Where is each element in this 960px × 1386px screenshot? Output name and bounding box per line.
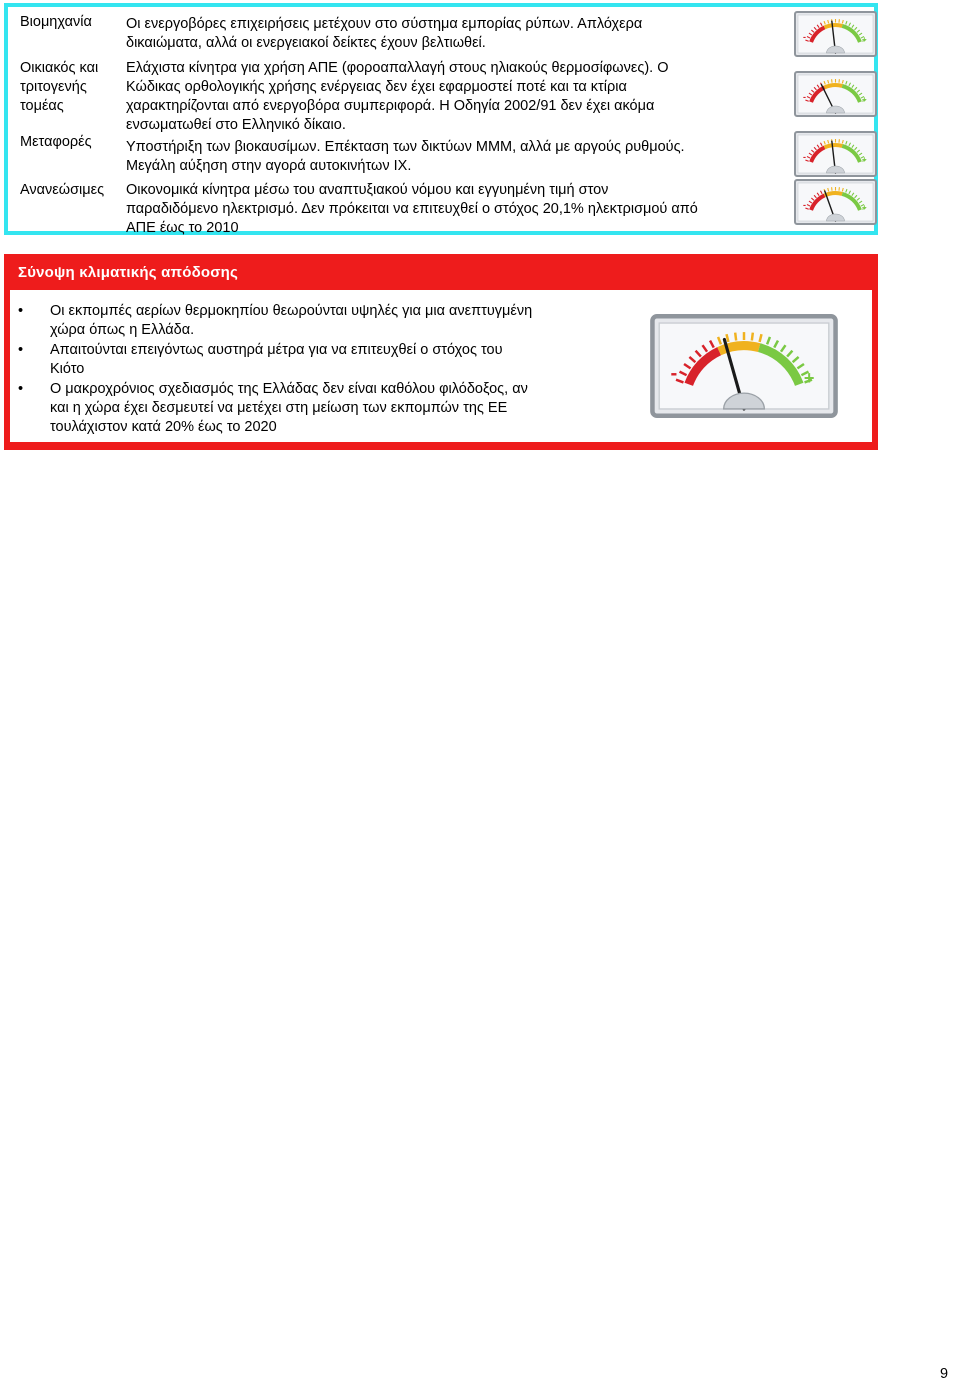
sector-description: Οι ενεργοβόρες επιχειρήσεις μετέχουν στο σύστημα εμπορίας ρύπων. Απλόχερα δικαιώματα, αλλά οι ενεργειακοί δείκτες έχουν βελτιωθεί. bbox=[126, 16, 643, 51]
sector-label: Βιομηχανία bbox=[20, 14, 92, 30]
bullet-icon: • bbox=[18, 381, 24, 397]
gauge-plus-label: + bbox=[803, 368, 815, 389]
performance-gauge bbox=[794, 179, 877, 225]
performance-gauge bbox=[794, 11, 877, 57]
sector-description: Ελάχιστα κίνητρα για χρήση ΑΠΕ (φοροαπαλλαγή στους ηλιακούς θερμοσίφωνες). Ο Κώδικας ορθολογικής χρήσης ενέργειας δεν έχει εφαρμοστεί ποτέ και τα κτίρια χαρακτηρίζονται από ενεργοβόρα συμπεριφορά. Η Οδηγία 2002/91 δεν έχει ακόμα ενσωματωθεί στο Ελληνικό δίκαιο. bbox=[126, 60, 669, 133]
gauge-tick bbox=[735, 333, 736, 341]
sector-description: Οικονομικά κίνητρα μέσω του αναπτυξιακού νόμου και εγγυημένη τιμή στον παραδιδόμενο ηλεκτρισμό. Δεν πρόκειται να επιτευχθεί ο στόχος 20,1% ηλεκτρισμού από ΑΠΕ έως το 2010 bbox=[126, 182, 698, 236]
sector-label: Ανανεώσιμες bbox=[20, 182, 105, 198]
gauge-minus-label: - bbox=[803, 152, 806, 162]
sector-label: Μεταφορές bbox=[20, 134, 92, 150]
gauge-tick bbox=[752, 333, 753, 341]
gauge-plus-label: + bbox=[862, 155, 867, 164]
gauge-minus-label: - bbox=[803, 32, 806, 42]
overall-performance-gauge bbox=[646, 314, 842, 418]
performance-gauge bbox=[794, 131, 877, 177]
climate-summary-box bbox=[4, 254, 878, 450]
sector-table bbox=[4, 3, 878, 235]
summary-title: Σύνοψη κλιματικής απόδοσης bbox=[18, 264, 239, 281]
page-number: 9 bbox=[940, 1366, 949, 1382]
summary-body: • Οι εκπομπές αερίων θερμοκηπίου θεωρούνται υψηλές για μια ανεπτυγμένη χώρα όπως η Ελλάδα. • Απαιτούνται επειγόντως αυστηρά μέτρα για να επιτευχθεί ο στόχος του Κιότο • Ο μακροχρόνιος σχεδιασμός της Ελλάδας δεν είναι καθόλου φιλόδοξος, αν και η χώρα έχει δεσμευτεί να μετέχει στη μείωση των εκπομπών της ΕΕ τουλάχιστον κατά 20% έως το 2020 - + bbox=[10, 290, 872, 442]
performance-gauge bbox=[794, 71, 877, 117]
sector-description: Υποστήριξη των βιοκαυσίμων. Επέκταση των δικτύων ΜΜΜ, αλλά με αργούς ρυθμούς. Μεγάλη αύξηση στην αγορά αυτοκινήτων ΙΧ. bbox=[126, 139, 685, 174]
bullet-icon: • bbox=[18, 303, 24, 319]
gauge-minus-label: - bbox=[670, 362, 678, 385]
gauge-plus-label: + bbox=[862, 95, 867, 104]
gauge-plus-label: + bbox=[862, 203, 867, 212]
gauge-minus-label: - bbox=[803, 92, 806, 102]
bullet-icon: • bbox=[18, 342, 24, 358]
sector-label: Οικιακός και τριτογενής τομέας bbox=[20, 60, 99, 114]
gauge-plus-label: + bbox=[862, 35, 867, 44]
gauge-minus-label: - bbox=[803, 200, 806, 210]
